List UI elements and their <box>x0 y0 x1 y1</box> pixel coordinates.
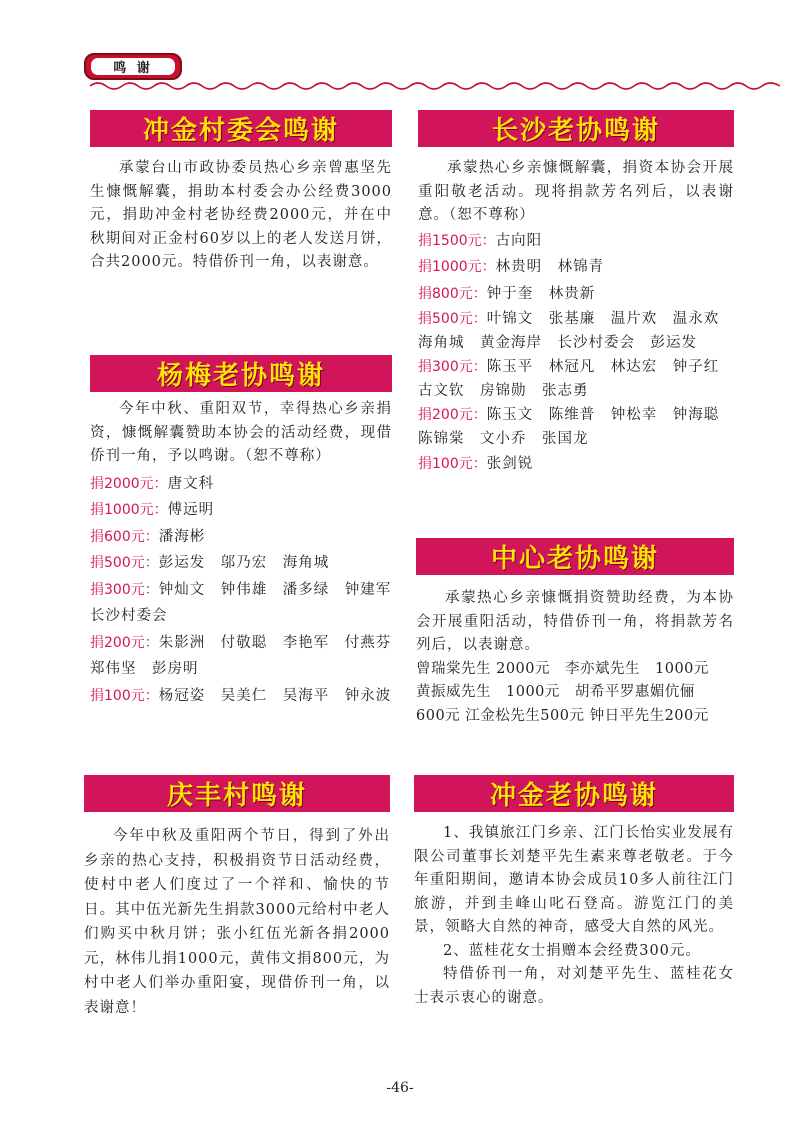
donor-line: 600元 江金松先生500元 钟日平先生200元 <box>416 707 709 724</box>
donor-names: 张剑锐 <box>486 456 534 472</box>
donor-row <box>418 403 734 451</box>
donor-names: 钟于奎 林贵新 <box>486 285 596 302</box>
section-changsha <box>418 110 734 478</box>
donor-amount: 捐300元： <box>418 359 487 375</box>
section-intro: 承蒙热心乡亲慷慨解囊，捐资本协会开展重阳敬老活动。现将捐款芳名列后，以表谢意。（恕不尊称） <box>418 160 734 223</box>
section-yangmei <box>90 355 407 709</box>
donor-amount: 捐2000元： <box>90 475 168 492</box>
donor-names: 彭运发 邬乃宏 海角城 <box>158 555 330 571</box>
donor-row <box>90 550 392 577</box>
section-tab-label: 鸣 谢 <box>91 58 175 75</box>
donor-amount: 捐1500元： <box>418 232 496 249</box>
donor-row <box>418 281 734 308</box>
donor-row <box>90 524 392 551</box>
donor-amount: 捐500元： <box>418 311 487 327</box>
section-chongjin-village <box>90 110 392 275</box>
donor-row <box>418 355 734 403</box>
donor-list <box>90 471 407 710</box>
donor-amount: 捐100元： <box>90 687 159 704</box>
decorative-rule <box>90 80 780 92</box>
section-title: 长沙老协鸣谢 <box>418 110 734 147</box>
page-number: -46- <box>386 1080 414 1096</box>
donor-names: 陈玉文 陈维普 钟松幸 钟海聪 陈锦棠 文小乔 张国龙 <box>418 407 735 447</box>
section-title: 冲金老协鸣谢 <box>414 775 734 812</box>
donor-names: 陈玉平 林冠凡 林达宏 钟子红 古文钦 房锦勋 张志勇 <box>418 359 735 399</box>
donor-names: 林贵明 林锦青 <box>495 259 605 275</box>
section-paragraph: 1、我镇旅江门乡亲、江门长怡实业发展有限公司董事长刘楚平先生素来尊老敬老。于今年重阳期间，邀请本协会成员10多人前往江门旅游，并到圭峰山叱石登高。游览江门的美景，领略大自然的神奇，感受大自然的风光。 <box>414 825 734 935</box>
section-zhongxin <box>416 538 734 728</box>
section-intro: 承蒙热心乡亲慷慨捐资赞助经费，为本协会开展重阳活动，特借侨刊一角，将捐款芳名列后，以表谢意。 <box>416 590 734 653</box>
donor-row <box>90 471 392 498</box>
section-chongjin-elder <box>414 775 734 1010</box>
donor-row <box>90 630 407 683</box>
donor-amount: 捐100元： <box>418 456 487 472</box>
donor-names: 杨冠姿 吴美仁 吴海平 钟永波 <box>158 687 392 704</box>
donor-names: 傅远明 <box>167 502 215 518</box>
section-tab <box>84 53 182 80</box>
section-intro: 今年中秋、重阳双节，幸得热心乡亲捐资，慷慨解囊赞助本协会的活动经费，现借侨刊一角，予以鸣谢。（恕不尊称） <box>90 401 392 464</box>
donor-names: 潘海彬 <box>158 528 206 545</box>
donor-amount: 捐600元： <box>90 528 159 545</box>
section-qingfeng <box>84 775 390 1020</box>
donor-amount: 捐800元： <box>418 285 487 302</box>
section-body: 今年中秋及重阳两个节日，得到了外出乡亲的热心支持，积极捐资节日活动经费，使村中老人们度过了一个祥和、愉快的节日。其中伍光新先生捐款3000元给村中老人们购买中秋月饼；张小红伍光新各捐2000元，林伟儿捐1000元，黄伟文捐800元，为村中老人们举办重阳宴，现借侨刊一角，以表谢意！ <box>84 828 390 1016</box>
donor-row <box>418 254 734 281</box>
donor-list <box>418 228 734 478</box>
section-paragraph: 特借侨刊一角，对刘楚平先生、蓝桂花女士表示衷心的谢意。 <box>414 966 734 1006</box>
donor-names: 钟灿文 钟伟雄 潘多绿 钟建军 长沙村委会 <box>90 581 407 624</box>
donor-names: 朱影洲 付敬聪 李艳军 付燕芬 郑伟坚 彭房明 <box>90 634 407 677</box>
section-title: 冲金村委会鸣谢 <box>90 110 392 147</box>
section-title: 杨梅老协鸣谢 <box>90 355 392 392</box>
donor-names: 叶锦文 张基廉 温片欢 温永欢 海角城 黄金海岸 长沙村委会 彭运发 <box>418 311 735 351</box>
donor-row <box>418 228 734 255</box>
donor-row <box>90 577 407 630</box>
donor-row <box>90 683 392 710</box>
donor-amount: 捐300元： <box>90 581 159 598</box>
donor-row <box>90 497 392 524</box>
section-body: 承蒙台山市政协委员热心乡亲曾惠坚先生慷慨解囊，捐助本村委会办公经费3000元，捐助冲金村老协经费2000元，并在中秋期间对正金村60岁以上的老人发送月饼，合共2000元。特借侨刊一角，以表谢意。 <box>90 160 392 270</box>
donor-row <box>418 307 734 355</box>
donor-line: 黄振威先生 1000元 胡希平罗惠媚伉俪 <box>416 684 695 700</box>
donor-names: 唐文科 <box>167 475 215 492</box>
donor-amount: 捐500元： <box>90 555 159 571</box>
section-title: 中心老协鸣谢 <box>416 538 734 575</box>
donor-names: 古向阳 <box>495 232 543 249</box>
section-paragraph: 2、蓝桂花女士捐赠本会经费300元。 <box>443 942 701 959</box>
donor-amount: 捐1000元： <box>90 502 168 518</box>
donor-amount: 捐200元： <box>418 407 487 423</box>
section-title: 庆丰村鸣谢 <box>84 775 390 812</box>
donor-amount: 捐200元： <box>90 634 159 651</box>
donor-amount: 捐1000元： <box>418 259 496 275</box>
donor-line: 曾瑞棠先生 2000元 李亦斌先生 1000元 <box>416 660 709 677</box>
donor-row <box>418 451 734 478</box>
